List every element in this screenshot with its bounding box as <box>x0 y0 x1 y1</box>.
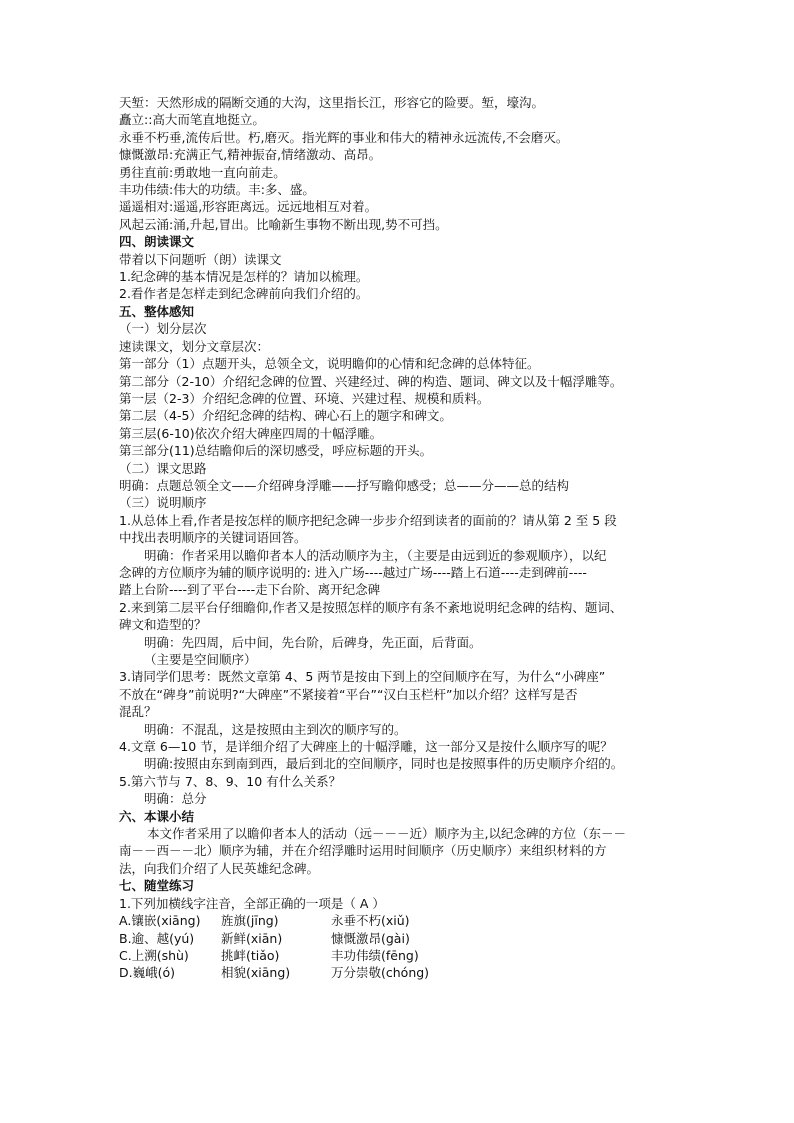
option-word: 永垂不朽(xiǔ) <box>331 913 410 929</box>
option-word: 挑衅(tiǎo) <box>221 947 280 963</box>
option-word: 万分崇敬(chóng) <box>331 965 430 981</box>
option-row-b <box>119 930 679 947</box>
vocab-yongchuibuxiu: 永垂不朽垂,流传后世。朽,磨灭。指光辉的事业和伟大的精神永远流传,不会磨灭。 <box>119 129 569 145</box>
option-word: 相貌(xiāng) <box>221 965 291 981</box>
question-item: 1.从总体上看,作者是按怎样的顺序把纪念碑一步步介绍到读者的面前的？请从第 2 至 5 段 <box>119 512 617 528</box>
section-heading-summary: 六、本课小结 <box>119 808 195 824</box>
vocab-fengqiyunyong: 风起云涌:涌,升起,冒出。比喻新生事物不断出现,势不可挡。 <box>119 216 448 232</box>
paragraph-line: 第一层（2-3）介绍纪念碑的位置、环境、兴建过程、规模和质料。 <box>119 390 490 406</box>
option-letter: C.上溯(shù) <box>119 947 189 963</box>
question-item: 5.第六节与 7、8、9、10 有什么关系？ <box>119 773 342 789</box>
answer-line: 明确：先四周，后中间，先台阶，后碑身，先正面，后背面。 <box>144 634 482 650</box>
question-item: 4.文章 6—10 节，是详细介绍了大碑座上的十幅浮雕，这一部分又是按什么顺序写的呢？ <box>119 739 613 755</box>
answer-line: 明确：点题总领全文——介绍碑身浮雕——抒写瞻仰感受；总——分——总的结构 <box>119 477 570 493</box>
question-item: 碑文和造型的？ <box>119 617 207 633</box>
question-item: 1.纪念碑的基本情况是怎样的？请加以梳理。 <box>119 269 369 285</box>
question-item: 2.来到第二层平台仔细瞻仰,作者又是按照怎样的顺序有条不紊地说明纪念碑的结构、题词、 <box>119 599 623 615</box>
answer-line: 明确：作者采用以瞻仰者本人的活动顺序为主，（主要是由远到近的参观顺序），以纪 <box>144 547 607 563</box>
vocab-yongwangzhiqian: 勇往直前:勇敢地一直向前走。 <box>119 164 286 180</box>
paragraph-line: 第一部分（1）点题开头，总领全文，说明瞻仰的心情和纪念碑的总体特征。 <box>119 356 540 372</box>
subsection-heading: （三）说明顺序 <box>119 495 207 511</box>
paragraph-line: 第二层（4-5）介绍纪念碑的结构、碑心石上的题字和碑文。 <box>119 408 452 424</box>
answer-line: （主要是空间顺序） <box>144 652 257 667</box>
question-item: 1.下列加横线字注音，全部正确的一项是（ A ） <box>119 895 385 911</box>
subsection-heading: （一）划分层次 <box>119 321 207 337</box>
answer-line: 明确：不混乱，这是按照由主到次的顺序写的。 <box>144 721 407 737</box>
option-letter: A.镶嵌(xiāng) <box>119 913 201 929</box>
paragraph-line: 第二部分（2-10）介绍纪念碑的位置、兴建经过、碑的构造、题词、碑文以及十幅浮雕等。 <box>119 373 623 389</box>
answer-line: 踏上台阶----到了平台----走下台阶、离开纪念碑 <box>119 582 381 598</box>
option-row-d <box>119 964 679 981</box>
vocab-chuli: 矗立::高大而笔直地挺立。 <box>119 112 265 128</box>
question-item: 2.看作者是怎样走到纪念碑前向我们介绍的。 <box>119 286 369 302</box>
paragraph-line: 本文作者采用了以瞻仰者本人的活动（远－－－近）顺序为主,以纪念碑的方位（东－－ <box>147 826 626 842</box>
paragraph-line: 第三层(6-10)依次介绍大碑座四周的十幅浮雕。 <box>119 425 383 441</box>
section-heading-overview: 五、整体感知 <box>119 303 195 319</box>
paragraph-line: 法，向我们介绍了人民英雄纪念碑。 <box>119 860 320 876</box>
answer-line: 明确：总分 <box>144 791 207 807</box>
question-item: 不放在“碑身”前说明?“大碑座”不紧接着“平台”“汉白玉栏杆”加以介绍？这样写是否 <box>119 686 578 702</box>
option-word: 丰功伟绩(fēng) <box>331 947 419 963</box>
question-item: 中找出表明顺序的关键词语回答。 <box>119 530 307 546</box>
option-row-a <box>119 912 679 929</box>
paragraph-line: 带着以下问题听（朗）读课文 <box>119 251 282 267</box>
paragraph-line: 速读课文，划分文章层次： <box>119 338 270 354</box>
document-page <box>119 94 679 982</box>
vocab-tianqian: 天堑：天然形成的隔断交通的大沟，这里指长江，形容它的险要。堑，壕沟。 <box>119 95 545 110</box>
question-item: 混乱？ <box>119 704 157 720</box>
paragraph-line: 南－－西－－北）顺序为辅，并在介绍浮雕时运用时间顺序（历史顺序）来组织材料的方 <box>119 843 607 859</box>
option-row-c <box>119 947 679 964</box>
vocab-fenggongweiji: 丰功伟绩:伟大的功绩。丰:多、盛。 <box>119 182 315 198</box>
answer-line: 念碑的方位顺序为辅的顺序说明的: 进入广场----越过广场----踏上石道----走到碑前---- <box>119 564 587 580</box>
option-letter: D.巍峨(ó) <box>119 965 176 981</box>
option-word: 慷慨激昂(gài) <box>331 930 410 946</box>
option-word: 新鲜(xiān) <box>221 930 283 946</box>
vocab-yaoyaoxiangdui: 遥遥相对:遥遥,形容距离远。远远地相互对着。 <box>119 199 378 215</box>
subsection-heading: （二）课文思路 <box>119 460 207 476</box>
answer-line: 明确:按照由东到南到西，最后到北的空间顺序，同时也是按照事件的历史顺序介绍的。 <box>144 756 624 772</box>
section-heading-reading: 四、朗读课文 <box>119 234 195 250</box>
paragraph-line: 第三部分(11)总结瞻仰后的深切感受，呼应标题的开头。 <box>119 443 433 459</box>
option-letter: B.逾、越(yú) <box>119 930 195 946</box>
vocab-kangkaijiang: 慷慨激昂:充满正气,精神振奋,情绪激动、高昂。 <box>119 147 382 163</box>
option-word: 旌旗(jīng) <box>221 913 279 929</box>
question-item: 3.请同学们思考：既然文章第 4、5 两节是按由下到上的空间顺序在写，为什么“小碑座” <box>119 669 606 685</box>
section-heading-practice: 七、随堂练习 <box>119 878 195 894</box>
